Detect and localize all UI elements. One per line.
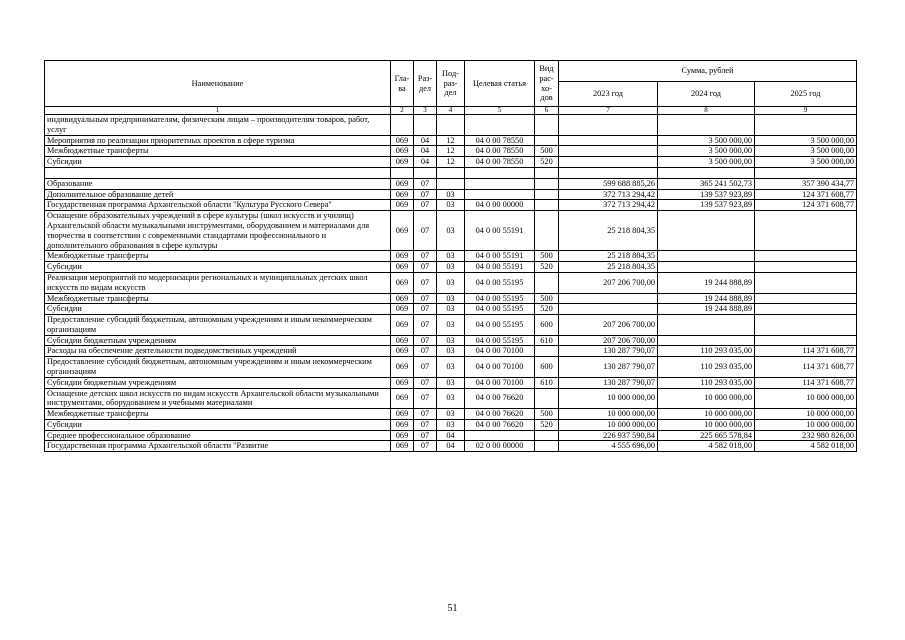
row-name-cell: Субсидии xyxy=(45,419,391,430)
row-value-cell: 04 0 00 76620 xyxy=(465,388,535,409)
row-value-cell: 19 244 888,89 xyxy=(658,272,755,293)
col-number: 9 xyxy=(755,107,857,115)
row-value-cell: 07 xyxy=(414,430,437,441)
row-value-cell xyxy=(535,346,559,357)
row-value-cell xyxy=(391,115,414,136)
row-value-cell xyxy=(535,189,559,200)
row-value-cell xyxy=(755,211,857,251)
row-value-cell: 07 xyxy=(414,419,437,430)
row-value-cell: 12 xyxy=(437,135,465,146)
col-number: 7 xyxy=(559,107,658,115)
row-value-cell xyxy=(559,146,658,157)
row-name-cell xyxy=(45,167,391,178)
header-glava: Гла-ва xyxy=(391,61,414,107)
row-value-cell: 07 xyxy=(414,211,437,251)
row-value-cell xyxy=(437,178,465,189)
row-name-cell: Межбюджетные трансферты xyxy=(45,146,391,157)
table-body xyxy=(45,115,857,452)
row-value-cell: 04 0 00 76620 xyxy=(465,419,535,430)
row-value-cell: 114 371 608,77 xyxy=(755,346,857,357)
row-value-cell: 04 xyxy=(437,430,465,441)
row-value-cell: 520 xyxy=(535,157,559,168)
row-value-cell: 03 xyxy=(437,346,465,357)
table-row xyxy=(45,315,857,336)
row-name-cell: Государственная программа Архангельской области "Культура Русского Севера" xyxy=(45,200,391,211)
row-value-cell: 25 218 804,35 xyxy=(559,262,658,273)
budget-table xyxy=(44,60,857,452)
row-value-cell xyxy=(535,430,559,441)
row-value-cell: 069 xyxy=(391,178,414,189)
row-value-cell: 10 000 000,00 xyxy=(559,419,658,430)
row-value-cell xyxy=(535,211,559,251)
row-value-cell: 07 xyxy=(414,388,437,409)
table-row xyxy=(45,430,857,441)
row-value-cell xyxy=(658,115,755,136)
header-year-2025: 2025 год xyxy=(755,82,857,107)
row-name-cell: Субсидии бюджетным учреждениям xyxy=(45,335,391,346)
row-value-cell: 03 xyxy=(437,304,465,315)
row-value-cell: 10 000 000,00 xyxy=(658,409,755,420)
row-value-cell: 04 0 00 70100 xyxy=(465,377,535,388)
table-row xyxy=(45,135,857,146)
row-value-cell: 10 000 000,00 xyxy=(658,419,755,430)
row-value-cell: 10 000 000,00 xyxy=(755,419,857,430)
row-value-cell xyxy=(437,167,465,178)
row-value-cell: 4 582 018,00 xyxy=(755,441,857,452)
row-value-cell: 07 xyxy=(414,200,437,211)
row-value-cell xyxy=(559,135,658,146)
row-name-cell: Предоставление субсидий бюджетным, автономным учреждениям и иным некоммерческим организациям xyxy=(45,357,391,378)
row-value-cell: 069 xyxy=(391,200,414,211)
header-sum: Сумма, рублей xyxy=(559,61,857,82)
row-value-cell: 520 xyxy=(535,419,559,430)
row-value-cell: 069 xyxy=(391,377,414,388)
row-value-cell: 069 xyxy=(391,272,414,293)
row-value-cell: 365 241 502,73 xyxy=(658,178,755,189)
row-value-cell: 03 xyxy=(437,272,465,293)
col-number: 5 xyxy=(465,107,535,115)
row-value-cell: 07 xyxy=(414,304,437,315)
row-value-cell xyxy=(559,167,658,178)
row-value-cell: 07 xyxy=(414,357,437,378)
row-value-cell: 3 500 000,00 xyxy=(755,135,857,146)
table-row xyxy=(45,178,857,189)
row-value-cell xyxy=(465,178,535,189)
row-name-cell: Межбюджетные трансферты xyxy=(45,293,391,304)
row-value-cell xyxy=(755,335,857,346)
row-value-cell: 04 xyxy=(414,135,437,146)
row-value-cell: 069 xyxy=(391,346,414,357)
row-value-cell xyxy=(755,115,857,136)
row-value-cell xyxy=(465,430,535,441)
table-row xyxy=(45,251,857,262)
table-row xyxy=(45,200,857,211)
row-value-cell: 07 xyxy=(414,409,437,420)
table-row xyxy=(45,189,857,200)
row-value-cell: 04 0 00 70100 xyxy=(465,357,535,378)
row-name-cell: Реализация мероприятий по модернизации региональных и муниципальных детских школ искусств по видам искусств xyxy=(45,272,391,293)
row-value-cell: 069 xyxy=(391,135,414,146)
row-value-cell: 069 xyxy=(391,388,414,409)
table-row xyxy=(45,167,857,178)
row-value-cell: 07 xyxy=(414,441,437,452)
row-name-cell: Расходы на обеспечение деятельности подведомственных учреждений xyxy=(45,346,391,357)
row-value-cell xyxy=(559,304,658,315)
row-value-cell: 04 0 00 55195 xyxy=(465,293,535,304)
col-number: 4 xyxy=(437,107,465,115)
row-value-cell: 03 xyxy=(437,211,465,251)
row-value-cell: 610 xyxy=(535,335,559,346)
row-name-cell: Государственная программа Архангельской области "Развитие xyxy=(45,441,391,452)
col-number: 3 xyxy=(414,107,437,115)
row-name-cell: Межбюджетные трансферты xyxy=(45,251,391,262)
row-value-cell xyxy=(559,293,658,304)
row-value-cell: 19 244 888,89 xyxy=(658,293,755,304)
row-value-cell xyxy=(414,167,437,178)
row-value-cell: 07 xyxy=(414,272,437,293)
row-value-cell: 10 000 000,00 xyxy=(755,409,857,420)
row-value-cell: 03 xyxy=(437,251,465,262)
row-value-cell: 10 000 000,00 xyxy=(755,388,857,409)
row-value-cell: 10 000 000,00 xyxy=(559,388,658,409)
row-value-cell: 520 xyxy=(535,262,559,273)
row-value-cell: 069 xyxy=(391,409,414,420)
row-value-cell: 069 xyxy=(391,146,414,157)
row-value-cell: 03 xyxy=(437,419,465,430)
row-value-cell: 069 xyxy=(391,189,414,200)
row-value-cell: 520 xyxy=(535,304,559,315)
table-row xyxy=(45,388,857,409)
row-value-cell: 12 xyxy=(437,157,465,168)
row-value-cell: 03 xyxy=(437,315,465,336)
row-value-cell: 114 371 608,77 xyxy=(755,357,857,378)
row-value-cell: 10 000 000,00 xyxy=(658,388,755,409)
row-value-cell: 110 293 035,00 xyxy=(658,357,755,378)
header-name: Наименование xyxy=(45,61,391,107)
row-value-cell xyxy=(658,167,755,178)
header-vid: Вид рас-хо-дов xyxy=(535,61,559,107)
row-value-cell: 04 0 00 78550 xyxy=(465,157,535,168)
header-row xyxy=(45,61,857,82)
row-value-cell: 04 0 00 55191 xyxy=(465,211,535,251)
row-value-cell xyxy=(535,272,559,293)
row-value-cell xyxy=(465,115,535,136)
table-row xyxy=(45,304,857,315)
row-value-cell: 500 xyxy=(535,409,559,420)
row-value-cell: 03 xyxy=(437,262,465,273)
row-value-cell: 03 xyxy=(437,377,465,388)
row-value-cell: 4 555 696,00 xyxy=(559,441,658,452)
row-name-cell: Субсидии xyxy=(45,304,391,315)
row-value-cell: 04 0 00 55195 xyxy=(465,304,535,315)
table-row xyxy=(45,346,857,357)
row-value-cell: 02 0 00 00000 xyxy=(465,441,535,452)
row-value-cell: 069 xyxy=(391,304,414,315)
col-number: 1 xyxy=(45,107,391,115)
row-value-cell: 139 537 923,89 xyxy=(658,189,755,200)
row-name-cell: Субсидии бюджетным учреждениям xyxy=(45,377,391,388)
row-value-cell: 07 xyxy=(414,293,437,304)
row-value-cell: 207 206 700,00 xyxy=(559,335,658,346)
row-value-cell: 139 537 923,89 xyxy=(658,200,755,211)
row-value-cell: 04 0 00 55191 xyxy=(465,262,535,273)
row-value-cell: 07 xyxy=(414,335,437,346)
row-value-cell: 07 xyxy=(414,189,437,200)
row-value-cell: 03 xyxy=(437,409,465,420)
row-value-cell: 599 688 885,26 xyxy=(559,178,658,189)
table-row xyxy=(45,211,857,251)
row-value-cell: 04 xyxy=(437,441,465,452)
row-value-cell xyxy=(391,167,414,178)
row-value-cell xyxy=(658,211,755,251)
row-value-cell: 04 xyxy=(414,146,437,157)
row-value-cell xyxy=(535,441,559,452)
table-row xyxy=(45,262,857,273)
row-value-cell: 04 0 00 55195 xyxy=(465,272,535,293)
row-value-cell: 114 371 608,77 xyxy=(755,377,857,388)
row-value-cell: 12 xyxy=(437,146,465,157)
table-row xyxy=(45,272,857,293)
row-value-cell: 3 500 000,00 xyxy=(658,157,755,168)
row-value-cell: 4 582 018,00 xyxy=(658,441,755,452)
row-value-cell: 07 xyxy=(414,251,437,262)
row-value-cell: 069 xyxy=(391,357,414,378)
row-value-cell: 232 980 826,00 xyxy=(755,430,857,441)
row-value-cell: 069 xyxy=(391,419,414,430)
row-value-cell: 124 371 608,77 xyxy=(755,189,857,200)
table-row xyxy=(45,335,857,346)
row-name-cell: Предоставление субсидий бюджетным, автономным учреждениям и иным некоммерческим организациям xyxy=(45,315,391,336)
row-value-cell: 207 206 700,00 xyxy=(559,315,658,336)
row-value-cell: 130 287 790,07 xyxy=(559,346,658,357)
row-value-cell: 04 0 00 55191 xyxy=(465,251,535,262)
col-number: 6 xyxy=(535,107,559,115)
row-name-cell: Дополнительное образование детей xyxy=(45,189,391,200)
row-value-cell xyxy=(658,315,755,336)
row-value-cell xyxy=(658,262,755,273)
table-row xyxy=(45,419,857,430)
col-number: 8 xyxy=(658,107,755,115)
row-value-cell xyxy=(755,304,857,315)
row-value-cell: 04 0 00 76620 xyxy=(465,409,535,420)
row-value-cell xyxy=(465,167,535,178)
row-value-cell: 04 0 00 78550 xyxy=(465,146,535,157)
row-value-cell: 10 000 000,00 xyxy=(559,409,658,420)
row-value-cell xyxy=(755,272,857,293)
row-value-cell xyxy=(535,135,559,146)
row-value-cell: 124 371 608,77 xyxy=(755,200,857,211)
table-row xyxy=(45,115,857,136)
row-value-cell: 3 500 000,00 xyxy=(658,146,755,157)
row-value-cell: 069 xyxy=(391,251,414,262)
row-value-cell: 04 0 00 55195 xyxy=(465,335,535,346)
row-value-cell xyxy=(535,178,559,189)
row-value-cell: 357 390 434,77 xyxy=(755,178,857,189)
row-value-cell: 3 500 000,00 xyxy=(755,157,857,168)
row-value-cell xyxy=(755,167,857,178)
row-value-cell: 372 713 294,42 xyxy=(559,189,658,200)
table-row xyxy=(45,293,857,304)
header-podrazdel: Под-раз-дел xyxy=(437,61,465,107)
row-value-cell xyxy=(535,200,559,211)
row-name-cell: Субсидии xyxy=(45,157,391,168)
row-value-cell: 25 218 804,35 xyxy=(559,251,658,262)
table-row xyxy=(45,357,857,378)
row-value-cell xyxy=(535,388,559,409)
row-value-cell: 03 xyxy=(437,388,465,409)
header-year-2023: 2023 год xyxy=(559,82,658,107)
row-value-cell: 07 xyxy=(414,178,437,189)
row-value-cell: 04 0 00 55195 xyxy=(465,315,535,336)
row-value-cell: 25 218 804,35 xyxy=(559,211,658,251)
row-value-cell: 110 293 035,00 xyxy=(658,346,755,357)
row-name-cell: Среднее профессиональное образование xyxy=(45,430,391,441)
row-value-cell xyxy=(559,157,658,168)
table-row xyxy=(45,146,857,157)
row-value-cell xyxy=(755,251,857,262)
row-value-cell: 03 xyxy=(437,293,465,304)
row-value-cell xyxy=(755,315,857,336)
row-value-cell: 207 206 700,00 xyxy=(559,272,658,293)
row-name-cell: Оснащение детских школ искусств по видам искусств Архангельской области музыкальными инструментами, оборудованием и учебными материалами xyxy=(45,388,391,409)
row-value-cell: 069 xyxy=(391,441,414,452)
header-razdel: Раз-дел xyxy=(414,61,437,107)
row-value-cell: 372 713 294,42 xyxy=(559,200,658,211)
page-number: 51 xyxy=(447,603,458,614)
row-value-cell: 500 xyxy=(535,251,559,262)
row-value-cell: 600 xyxy=(535,315,559,336)
row-value-cell xyxy=(658,335,755,346)
row-value-cell: 069 xyxy=(391,315,414,336)
table-row xyxy=(45,441,857,452)
column-numbers-row xyxy=(45,107,857,115)
table-row xyxy=(45,409,857,420)
row-value-cell: 07 xyxy=(414,262,437,273)
row-value-cell xyxy=(414,115,437,136)
row-value-cell: 069 xyxy=(391,211,414,251)
row-name-cell: Мероприятия по реализации приоритетных проектов в сфере туризма xyxy=(45,135,391,146)
row-value-cell xyxy=(437,115,465,136)
row-value-cell xyxy=(465,189,535,200)
row-value-cell: 069 xyxy=(391,430,414,441)
row-value-cell: 069 xyxy=(391,335,414,346)
row-value-cell: 03 xyxy=(437,357,465,378)
row-value-cell: 130 287 790,07 xyxy=(559,377,658,388)
row-value-cell: 04 0 00 78550 xyxy=(465,135,535,146)
row-value-cell: 3 500 000,00 xyxy=(755,146,857,157)
row-value-cell: 19 244 888,89 xyxy=(658,304,755,315)
row-value-cell: 069 xyxy=(391,262,414,273)
col-number: 2 xyxy=(391,107,414,115)
row-value-cell xyxy=(755,262,857,273)
row-value-cell: 07 xyxy=(414,346,437,357)
row-value-cell xyxy=(755,293,857,304)
header-article: Целевая статья xyxy=(465,61,535,107)
row-value-cell: 610 xyxy=(535,377,559,388)
row-value-cell: 110 293 035,00 xyxy=(658,377,755,388)
row-value-cell: 069 xyxy=(391,157,414,168)
table-row xyxy=(45,377,857,388)
row-value-cell: 03 xyxy=(437,335,465,346)
row-value-cell: 130 287 790,07 xyxy=(559,357,658,378)
row-value-cell: 069 xyxy=(391,293,414,304)
row-value-cell: 3 500 000,00 xyxy=(658,135,755,146)
row-name-cell: Образование xyxy=(45,178,391,189)
row-value-cell: 04 xyxy=(414,157,437,168)
table-row xyxy=(45,157,857,168)
row-value-cell: 600 xyxy=(535,357,559,378)
row-value-cell: 225 665 578,84 xyxy=(658,430,755,441)
row-value-cell: 07 xyxy=(414,377,437,388)
row-name-cell: Межбюджетные трансферты xyxy=(45,409,391,420)
row-name-cell: Оснащение образовательных учреждений в сфере культуры (школ искусств и училищ) Архангельской области музыкальными инструментами, оборудованием и материалами для творчества в соответствии с современными стандартами профессионального и дополнительного образования в сфере культуры xyxy=(45,211,391,251)
row-value-cell xyxy=(535,115,559,136)
row-value-cell: 03 xyxy=(437,189,465,200)
row-value-cell: 04 0 00 70100 xyxy=(465,346,535,357)
row-value-cell: 03 xyxy=(437,200,465,211)
row-name-cell: Субсидии xyxy=(45,262,391,273)
row-value-cell: 04 0 00 00000 xyxy=(465,200,535,211)
row-value-cell: 500 xyxy=(535,293,559,304)
row-value-cell xyxy=(559,115,658,136)
header-year-2024: 2024 год xyxy=(658,82,755,107)
row-value-cell: 07 xyxy=(414,315,437,336)
row-value-cell: 226 937 590,84 xyxy=(559,430,658,441)
row-value-cell xyxy=(535,167,559,178)
row-name-cell: индивидуальным предпринимателям, физическим лицам – производителям товаров, работ, услуг xyxy=(45,115,391,136)
row-value-cell: 500 xyxy=(535,146,559,157)
row-value-cell xyxy=(658,251,755,262)
